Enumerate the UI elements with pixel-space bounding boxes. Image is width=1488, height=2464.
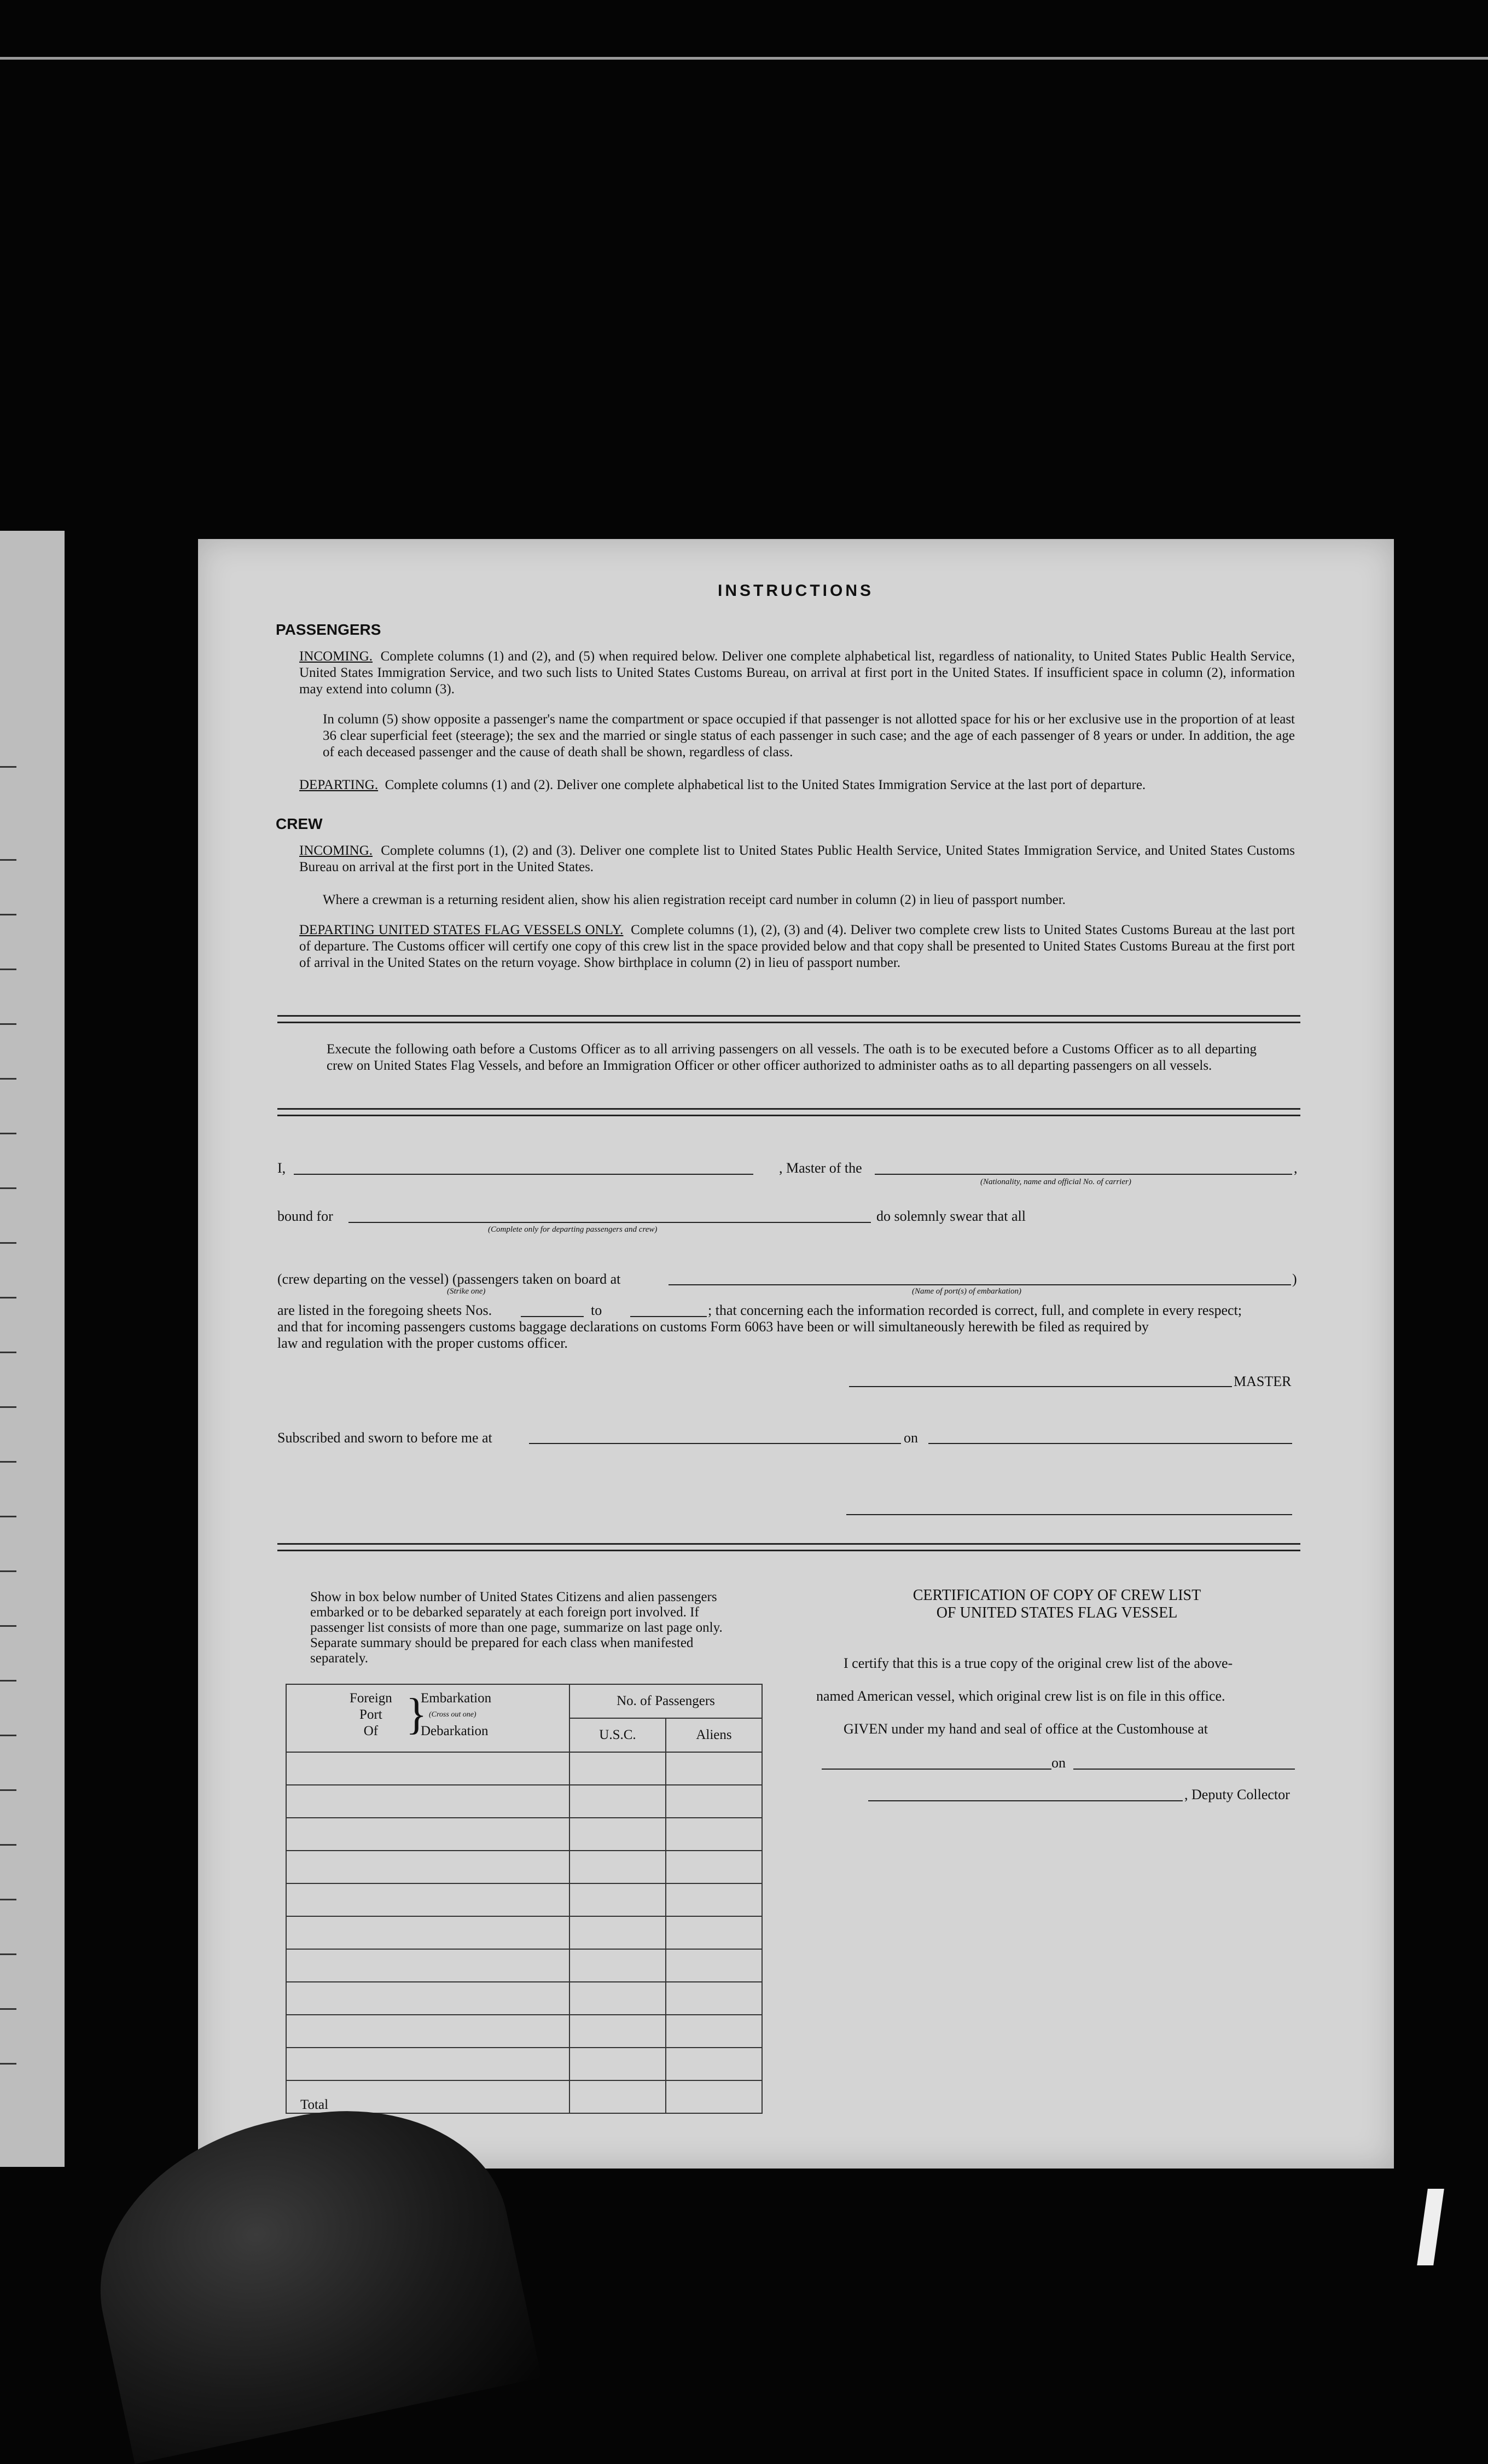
table-row <box>286 1851 762 1883</box>
table-row <box>286 2048 762 2080</box>
aliens-cell[interactable] <box>666 1916 762 1949</box>
section-divider <box>277 1543 1300 1551</box>
total-row <box>286 2080 762 2113</box>
passengers-heading: PASSENGERS <box>276 621 381 638</box>
section-divider <box>277 1015 1300 1023</box>
table-row <box>286 2015 762 2048</box>
table-row <box>286 1785 762 1818</box>
usc-cell[interactable] <box>569 1982 666 2015</box>
strip-tick <box>0 969 16 970</box>
deputy-collector-label: , Deputy Collector <box>1184 1787 1290 1802</box>
debarkation-label: Debarkation <box>421 1724 489 1738</box>
oath-listed-d: law and regulation with the proper customs officer. <box>277 1335 568 1351</box>
strip-tick <box>0 1242 16 1244</box>
embarkation-port-field[interactable] <box>669 1284 1291 1285</box>
usc-cell[interactable] <box>569 2048 666 2080</box>
strike-caption: (Strike one) <box>447 1287 486 1296</box>
sworn-on-label: on <box>904 1430 918 1446</box>
strip-tick <box>0 766 16 768</box>
total-label: Total <box>286 2080 569 2113</box>
strip-tick <box>0 2008 16 2010</box>
oath-listed-to: to <box>591 1302 602 1318</box>
passengers-departing-paragraph <box>299 777 1295 793</box>
usc-header: U.S.C. <box>569 1718 666 1752</box>
port-header <box>286 1684 569 1752</box>
usc-cell[interactable] <box>569 1752 666 1785</box>
master-name-field[interactable] <box>294 1174 753 1175</box>
customhouse-field[interactable] <box>822 1769 1051 1770</box>
crew-heading: CREW <box>276 815 323 832</box>
certification-on: on <box>1051 1755 1066 1771</box>
of-label: Of <box>363 1724 379 1738</box>
passengers-incoming-paragraph <box>299 648 1295 698</box>
nationality-caption: (Nationality, name and official No. of carrier) <box>980 1178 1131 1186</box>
bound-caption: (Complete only for departing passengers and crew) <box>488 1225 658 1234</box>
port-cell[interactable] <box>286 2015 569 2048</box>
film-top-line <box>0 57 1488 60</box>
strip-tick <box>0 1953 16 1955</box>
strip-tick <box>0 1461 16 1463</box>
port-caption: (Name of port(s) of embarkation) <box>912 1287 1021 1296</box>
passengers-departing-label: DEPARTING. <box>299 778 379 792</box>
port-cell[interactable] <box>286 1752 569 1785</box>
crew-incoming-label: INCOMING. <box>299 843 373 858</box>
aliens-cell[interactable] <box>666 1851 762 1883</box>
master-signature-field[interactable] <box>849 1386 1232 1387</box>
oath-comma: , <box>1294 1160 1298 1176</box>
strip-tick <box>0 1680 16 1682</box>
oath-intro: Execute the following oath before a Customs Officer as to all arriving passengers on all vessels. The oath is to be executed before a Customs Officer as to all departing crew on United States Flag Vessels, and before an Immigration Officer or other officer authorized to administer oaths as to all departing passengers on all vessels. <box>327 1042 1257 1073</box>
strip-tick <box>0 1133 16 1134</box>
strip-tick <box>0 1078 16 1080</box>
carrier-field[interactable] <box>875 1174 1292 1175</box>
oath-master-of: , Master of the <box>779 1160 862 1176</box>
brace-glyph: } <box>406 1690 427 1738</box>
oath-crew-departing: (crew departing on the vessel) (passengers taken on board at <box>277 1271 621 1287</box>
sworn-date-field[interactable] <box>928 1443 1292 1444</box>
crew-resident-paragraph: Where a crewman is a returning resident alien, show his alien registration receipt card number in column (2) in lieu of passport number. <box>323 892 1066 907</box>
oath-bound-for: bound for <box>277 1208 333 1224</box>
officer-signature-field[interactable] <box>846 1514 1292 1515</box>
strip-tick <box>0 1406 16 1408</box>
crew-departing-label: DEPARTING UNITED STATES FLAG VESSELS ONLY. <box>299 923 624 937</box>
aliens-cell[interactable] <box>666 1785 762 1818</box>
usc-cell[interactable] <box>569 1785 666 1818</box>
usc-cell[interactable] <box>569 1818 666 1851</box>
strip-tick <box>0 1625 16 1627</box>
crew-departing-paragraph <box>299 922 1295 971</box>
oath-close-paren: ) <box>1292 1271 1297 1287</box>
sworn-place-field[interactable] <box>529 1443 901 1444</box>
aliens-cell[interactable] <box>666 2015 762 2048</box>
strip-tick <box>0 859 16 861</box>
port-cell[interactable] <box>286 1851 569 1883</box>
certification-line-3: GIVEN under my hand and seal of office at the Customhouse at <box>844 1721 1208 1737</box>
sheet-to-field[interactable] <box>630 1316 707 1317</box>
aliens-cell[interactable] <box>666 2048 762 2080</box>
certification-heading-line-2: OF UNITED STATES FLAG VESSEL <box>936 1604 1178 1621</box>
strip-tick <box>0 1352 16 1353</box>
aliens-cell[interactable] <box>666 1818 762 1851</box>
port-cell[interactable] <box>286 1982 569 2015</box>
oath-listed-a: are listed in the foregoing sheets Nos. <box>277 1302 492 1318</box>
table-row <box>286 1752 762 1785</box>
total-aliens-cell[interactable] <box>666 2080 762 2113</box>
passengers-incoming-label: INCOMING. <box>299 649 373 664</box>
certification-line-1: I certify that this is a true copy of the original crew list of the above- <box>844 1655 1233 1671</box>
certification-line-2: named American vessel, which original crew list is on file in this office. <box>816 1688 1225 1704</box>
oath-swear: do solemnly swear that all <box>876 1208 1026 1224</box>
oath-listed-c: and that for incoming passengers customs baggage declarations on customs Form 6063 have been or will simultaneously herewith be filed as required by <box>277 1319 1149 1335</box>
usc-cell[interactable] <box>569 2015 666 2048</box>
strip-tick <box>0 1023 16 1025</box>
passengers-incoming-text: Complete columns (1) and (2), and (5) when required below. Deliver one complete alphabetical list, regardless of nationality, to United States Public Health Service, United States Immigration Service, and two such lists to United States Customs Bureau, on arrival at first port in the United States. If insufficient space in column (2), information may extend into column (3). <box>299 649 1295 697</box>
strip-tick <box>0 1735 16 1736</box>
usc-cell[interactable] <box>569 1949 666 1982</box>
form-page <box>198 539 1394 2169</box>
sheet-from-field[interactable] <box>521 1316 584 1317</box>
usc-cell[interactable] <box>569 1916 666 1949</box>
summary-instructions: Show in box below number of United States Citizens and alien passengers embarked or to be debarked separately at each foreign port involved. If passenger list consists of more than one page, summarize on last page only. Separate summary should be prepared for each class when manifested separately. <box>310 1590 723 1666</box>
port-cell[interactable] <box>286 2048 569 2080</box>
crew-departing-text: Complete columns (1), (2), (3) and (4). Deliver two complete crew lists to United States Customs Bureau at the last port of departure. The Customs officer will certify one copy of this crew list in the space provided below and that copy shall be presented to United States Customs Bureau at the first port of arrival in the United States on the return voyage. Show birthplace in column (2) in lieu of passport number. <box>299 923 1295 970</box>
strip-tick <box>0 2063 16 2065</box>
strip-tick <box>0 1297 16 1298</box>
port-cell[interactable] <box>286 1949 569 1982</box>
usc-cell[interactable] <box>569 1851 666 1883</box>
crew-incoming-paragraph <box>299 843 1295 876</box>
port-label: Port <box>359 1707 382 1722</box>
table-row <box>286 1916 762 1949</box>
port-cell[interactable] <box>286 1883 569 1916</box>
passengers-column5-paragraph: In column (5) show opposite a passenger's name the compartment or space occupied if that passenger is not allotted space for his or her exclusive use in the proportion of at least 36 clear superficial feet (steerage); the sex and the married or single status of each passenger in such case; and the age of each passenger of 8 years or under. In addition, the age of each deceased passenger and the cause of death shall be shown, regardless of class. <box>323 712 1295 760</box>
subscribed-label: Subscribed and sworn to before me at <box>277 1430 492 1446</box>
table-row <box>286 1949 762 1982</box>
section-divider <box>277 1108 1300 1116</box>
oath-listed-b: ; that concerning each the information recorded is correct, full, and complete in every respect; <box>708 1302 1242 1318</box>
table-row <box>286 1883 762 1916</box>
usc-cell[interactable] <box>569 1883 666 1916</box>
deputy-signature-field[interactable] <box>868 1800 1183 1801</box>
certification-heading <box>816 1587 1298 1622</box>
strip-tick <box>0 1516 16 1517</box>
aliens-cell[interactable] <box>666 1883 762 1916</box>
cross-out-label: (Cross out one) <box>429 1711 476 1719</box>
table-row <box>286 1818 762 1851</box>
strip-tick <box>0 1899 16 1900</box>
master-label: MASTER <box>1234 1373 1292 1389</box>
total-usc-cell[interactable] <box>569 2080 666 2113</box>
aliens-cell[interactable] <box>666 1982 762 2015</box>
aliens-cell[interactable] <box>666 1949 762 1982</box>
port-cell[interactable] <box>286 1818 569 1851</box>
certification-date-field[interactable] <box>1073 1769 1295 1770</box>
no-passengers-header: No. of Passengers <box>569 1684 762 1718</box>
port-cell[interactable] <box>286 1916 569 1949</box>
strip-tick <box>0 1187 16 1189</box>
crew-incoming-text: Complete columns (1), (2) and (3). Deliver one complete list to United States Public Health Service, United States Immigration Service, and United States Customs Bureau on arrival at the first port in the United States. <box>299 843 1295 874</box>
strip-tick <box>0 914 16 915</box>
bound-for-field[interactable] <box>348 1222 871 1223</box>
table-row <box>286 1982 762 2015</box>
aliens-cell[interactable] <box>666 1752 762 1785</box>
film-edge-mark <box>1417 2189 1444 2265</box>
oath-i-label: I, <box>277 1160 286 1176</box>
strip-tick <box>0 1844 16 1846</box>
page-title: INSTRUCTIONS <box>718 582 874 600</box>
strip-tick <box>0 1570 16 1572</box>
adjacent-page-strip <box>0 531 65 2167</box>
passenger-summary-table <box>286 1684 763 2114</box>
aliens-header: Aliens <box>666 1718 762 1752</box>
passengers-departing-text: Complete columns (1) and (2). Deliver one complete alphabetical list to the United States Immigration Service at the last port of departure. <box>385 778 1146 792</box>
certification-heading-line-1: CERTIFICATION OF COPY OF CREW LIST <box>912 1587 1201 1604</box>
port-cell[interactable] <box>286 1785 569 1818</box>
strip-tick <box>0 1789 16 1791</box>
embarkation-label: Embarkation <box>421 1691 492 1706</box>
foreign-label: Foreign <box>350 1691 392 1706</box>
